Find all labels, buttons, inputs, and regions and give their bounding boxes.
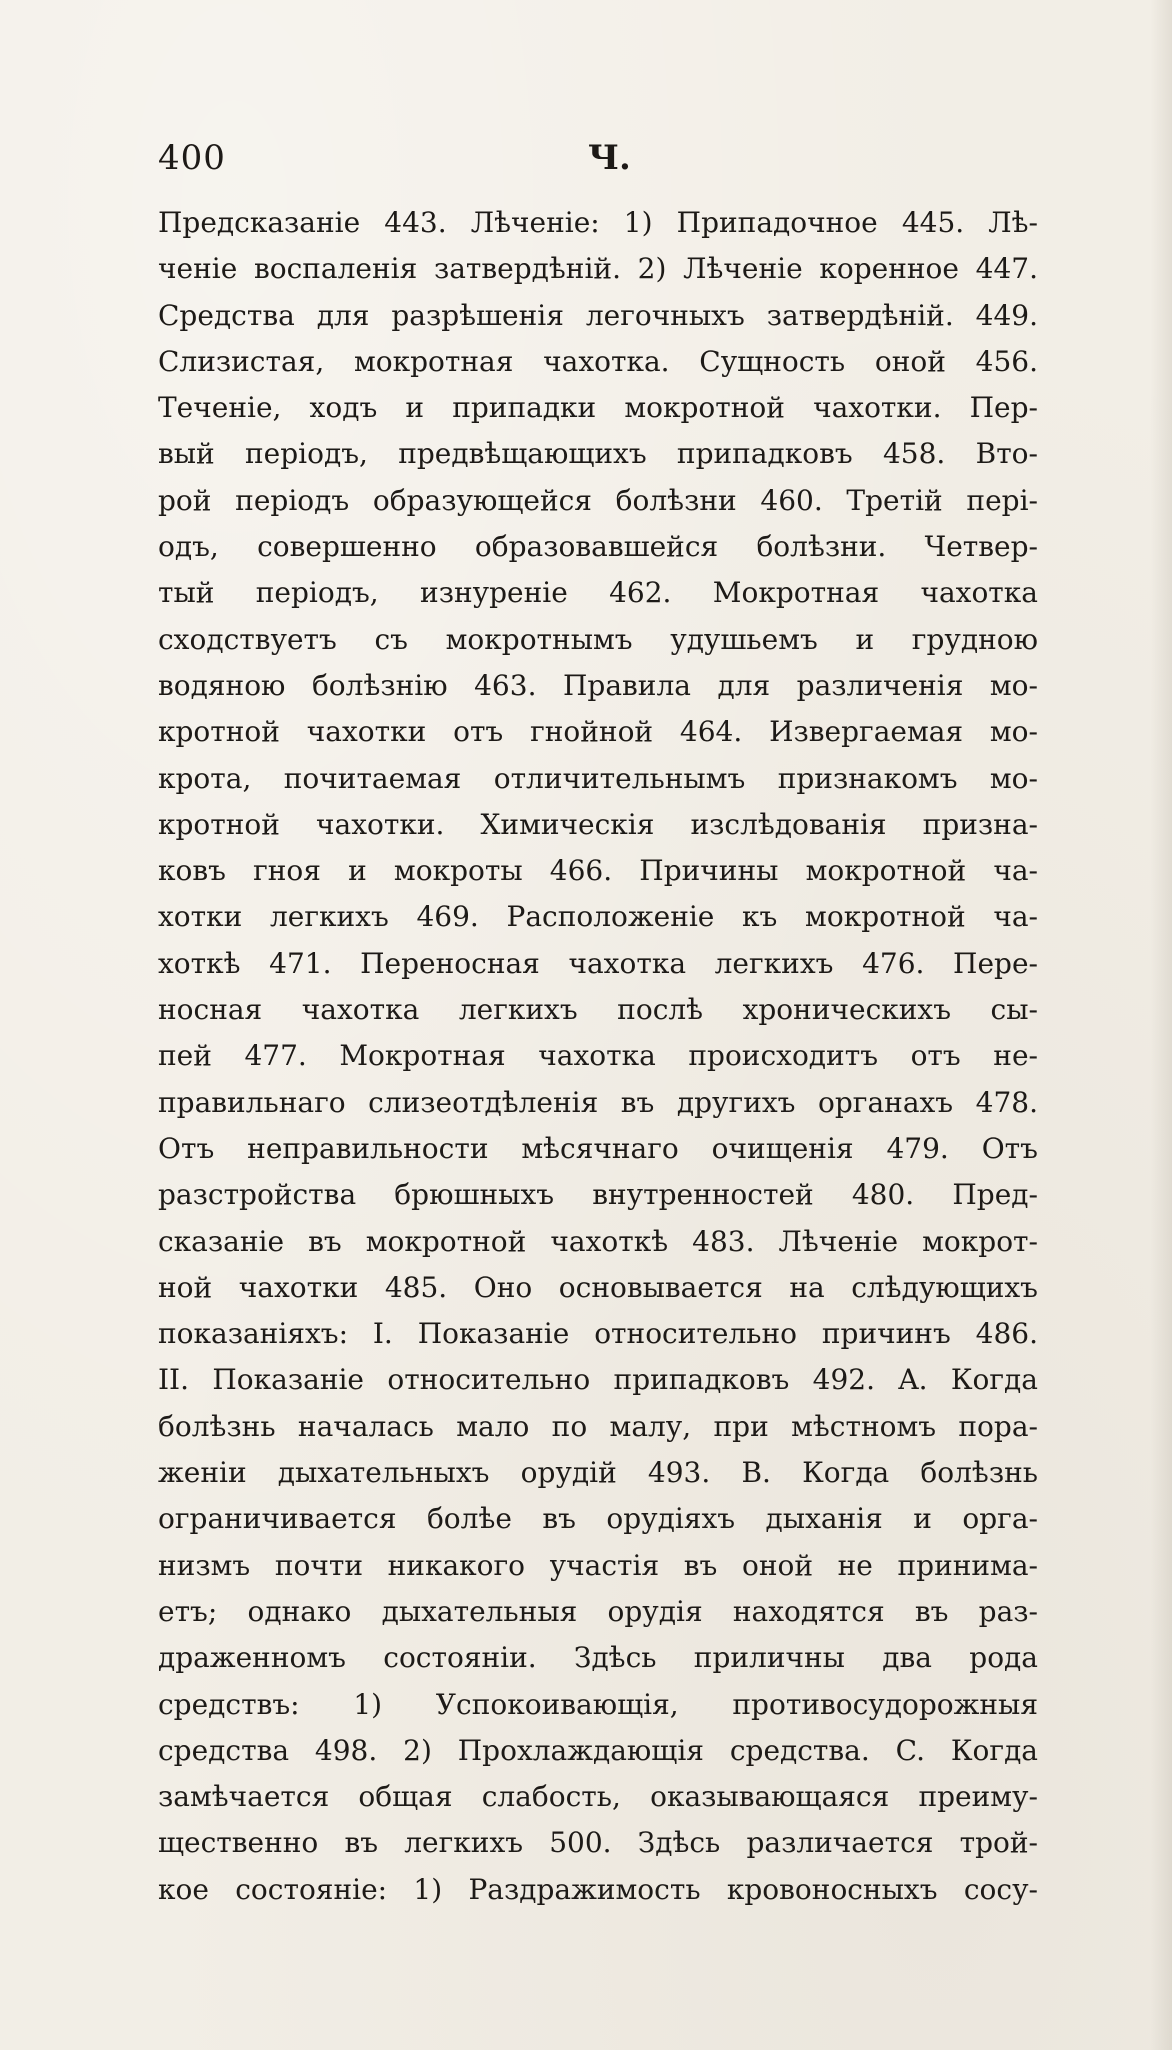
text-line: кротной чахотки. Химическія изслѣдованія призна- <box>158 807 1038 841</box>
text-line: етъ; однако дыхательныя орудія находятся въ раз- <box>158 1594 1038 1628</box>
text-line: щественно въ легкихъ 500. Здѣсь различается трой- <box>158 1826 1038 1860</box>
text-line: тый періодъ, изнуреніе 462. Мокротная чахотка <box>158 576 1038 610</box>
page-header <box>158 138 1038 188</box>
text-line: Слизистая, мокротная чахотка. Сущность оной 456. <box>158 344 1038 378</box>
text-line: средства 498. 2) Прохлаждающія средства. C. Когда <box>158 1733 1038 1767</box>
text-line: рой періодъ образующейся болѣзни 460. Третій пері- <box>158 483 1038 517</box>
text-line: Средства для разрѣшенія легочныхъ затвердѣній. 449. <box>158 298 1038 332</box>
text-line: носная чахотка легкихъ послѣ хроническихъ сы- <box>158 993 1038 1027</box>
text-line: показаніяхъ: I. Показаніе относительно причинъ 486. <box>158 1317 1038 1351</box>
text-line: ченіе воспаленія затвердѣній. 2) Лѣченіе коренное 447. <box>158 252 1038 286</box>
text-line: болѣзнь началась мало по малу, при мѣстномъ пора- <box>158 1409 1038 1443</box>
text-line: Отъ неправильности мѣсячнаго очищенія 479. Отъ <box>158 1131 1038 1165</box>
running-head: Ч. <box>588 138 631 178</box>
body-text <box>158 200 1038 1913</box>
text-line: сходствуетъ съ мокротнымъ удушьемъ и грудною <box>158 622 1038 656</box>
text-line: хотки легкихъ 469. Расположеніе къ мокротной ча- <box>158 900 1038 934</box>
text-line: женіи дыхательныхъ орудій 493. B. Когда болѣзнь <box>158 1456 1038 1490</box>
text-line: правильнаго слизеотдѣленія въ другихъ органахъ 478. <box>158 1085 1038 1119</box>
text-line: ковъ гноя и мокроты 466. Причины мокротной ча- <box>158 854 1038 888</box>
text-line: ограничивается болѣе въ орудіяхъ дыханія и орга- <box>158 1502 1038 1536</box>
text-line: II. Показаніе относительно припадковъ 492. A. Когда <box>158 1363 1038 1397</box>
text-line: Теченіе, ходъ и припадки мокротной чахотки. Пер- <box>158 391 1038 425</box>
page-number: 400 <box>158 138 226 178</box>
text-line: пей 477. Мокротная чахотка происходитъ отъ не- <box>158 1039 1038 1073</box>
text-line: хоткѣ 471. Переносная чахотка легкихъ 476. Пере- <box>158 946 1038 980</box>
text-line: сказаніе въ мокротной чахоткѣ 483. Лѣченіе мокрот- <box>158 1224 1038 1258</box>
text-line: крота, почитаемая отличительнымъ признакомъ мо- <box>158 761 1038 795</box>
text-line: кое состояніе: 1) Раздражимость кровоносныхъ сосу- <box>158 1872 1038 1906</box>
text-line: кротной чахотки отъ гнойной 464. Извергаемая мо- <box>158 715 1038 749</box>
text-line: Предсказаніе 443. Лѣченіе: 1) Припадочное 445. Лѣ- <box>158 206 1038 239</box>
text-line: ной чахотки 485. Оно основывается на слѣдующихъ <box>158 1270 1038 1304</box>
text-line: водяною болѣзнію 463. Правила для различенія мо- <box>158 668 1038 702</box>
text-line: драженномъ состояніи. Здѣсь приличны два рода <box>158 1641 1038 1675</box>
text-line: одъ, совершенно образовавшейся болѣзни. Четвер- <box>158 530 1038 564</box>
text-line: средствъ: 1) Успокоивающія, противосудорожныя <box>158 1687 1038 1721</box>
text-line: низмъ почти никакого участія въ оной не принима- <box>158 1548 1038 1582</box>
text-line: вый періодъ, предвѣщающихъ припадковъ 458. Вто- <box>158 437 1038 471</box>
text-line: разстройства брюшныхъ внутренностей 480. Пред- <box>158 1178 1038 1212</box>
text-line: замѣчается общая слабость, оказывающаяся преиму- <box>158 1780 1038 1814</box>
page-edge-shadow <box>1150 0 1172 2050</box>
